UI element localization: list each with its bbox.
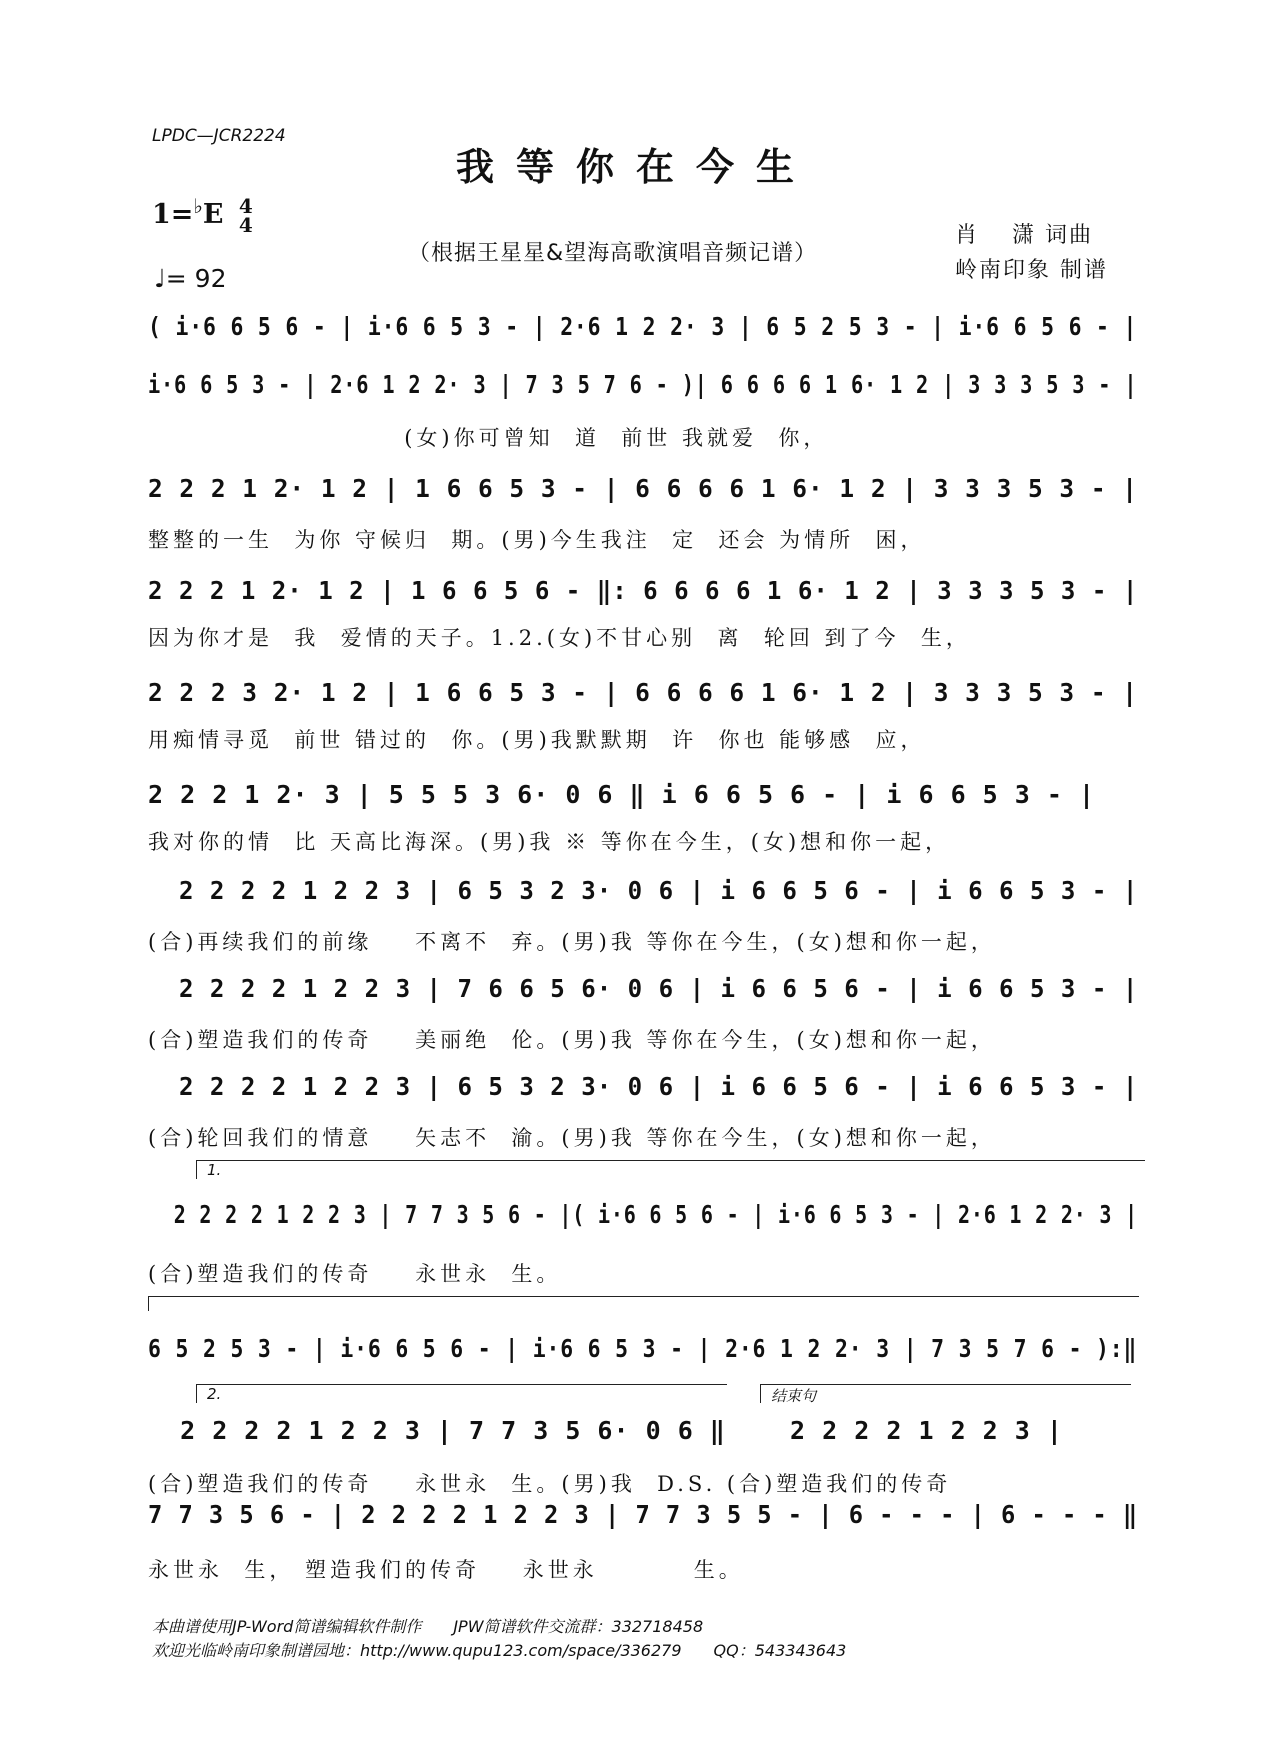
lyrics-line: (合)塑造我们的传奇 永世永 生。(男)我 D.S. (合)塑造我们的传奇	[148, 1472, 952, 1496]
lyrics-line: (合)再续我们的前缘 不离不 弃。(男)我 等你在今生，(女)想和你一起，	[148, 930, 996, 954]
time-denominator: 4	[238, 212, 253, 237]
key-prefix: 1=	[152, 199, 194, 230]
notes-line: 2 2 2 2 1 2 2 3 | 6 5 3 2 3· 0 6 | i 6 6 5 6 - | i 6 6 5 3 - |	[148, 876, 1139, 905]
credit-arranger: 岭南印象 制谱	[955, 258, 1108, 283]
subtitle: （根据王星星&望海高歌演唱音频记谱）	[408, 241, 818, 266]
notes-line: ( i·6 6 5 6 - | i·6 6 5 3 - | 2·6 1 2 2· 3 | 6 5 2 5 3 - | i·6 6 5 6 - |	[148, 312, 1138, 341]
time-numerator: 4	[238, 193, 253, 218]
lyrics-line: (女)你可曾知 道 前世 我就爱 你，	[148, 426, 829, 450]
lyrics-line: 用痴情寻觅 前世 错过的 你。(男)我默默期 许 你也 能够感 应，	[148, 728, 926, 752]
volta-bracket-2: 2.	[196, 1384, 727, 1403]
notes-line: i·6 6 5 3 - | 2·6 1 2 2· 3 | 7 3 5 7 6 - )| 6 6 6 6 1 6· 1 2 | 3 3 3 5 3 - |	[148, 370, 1138, 399]
notes-line: 2 2 2 1 2· 1 2 | 1 6 6 5 6 - ‖: 6 6 6 6 1 6· 1 2 | 3 3 3 5 3 - |	[148, 576, 1139, 605]
lyrics-line: (合)塑造我们的传奇 美丽绝 伦。(男)我 等你在今生，(女)想和你一起，	[148, 1028, 996, 1052]
credit-lyrics-music: 肖 潇 词曲	[955, 223, 1093, 248]
notes-line: 6 5 2 5 3 - | i·6 6 5 6 - | i·6 6 5 3 - | 2·6 1 2 2· 3 | 7 3 5 7 6 - ):‖	[148, 1334, 1138, 1363]
notes-line: 7 7 3 5 6 - | 2 2 2 2 1 2 2 3 | 7 7 3 5 5 - | 6 - - - | 6 - - - ‖	[148, 1500, 1139, 1529]
lyrics-line: 永世永 生， 塑造我们的传奇 永世永 生。	[148, 1558, 744, 1582]
notes-line: 2 2 2 3 2· 1 2 | 1 6 6 5 3 - | 6 6 6 6 1 6· 1 2 | 3 3 3 5 3 - |	[148, 678, 1138, 707]
lyrics-line: 我对你的情 比 天高比海深。(男)我 ※ 等你在今生，(女)想和你一起，	[148, 830, 951, 854]
notes-line: 2 2 2 1 2· 3 | 5 5 5 3 6· 0 6 ‖ i 6 6 5 6 - | i 6 6 5 3 - |	[148, 780, 1096, 809]
time-signature	[238, 193, 253, 237]
notes-line: 2 2 2 2 1 2 2 3 | 6 5 3 2 3· 0 6 | i 6 6 5 6 - | i 6 6 5 3 - |	[148, 1072, 1139, 1101]
footer-line-2: 欢迎光临岭南印象制谱园地：http://www.qupu123.com/space/336279 QQ：543343643	[152, 1641, 847, 1660]
lyrics-line: 因为你才是 我 爱情的天子。1.2.(女)不甘心别 离 轮回 到了今 生，	[148, 626, 971, 650]
volta-bracket-1: 1.	[196, 1160, 1145, 1179]
key-signature	[152, 194, 253, 235]
lyrics-line: (合)塑造我们的传奇 永世永 生。	[148, 1262, 562, 1286]
page-title: 我等你在今生	[455, 144, 816, 189]
key-letter: E	[202, 199, 224, 230]
lyrics-line: 整整的一生 为你 守候归 期。(男)今生我注 定 还会 为情所 困，	[148, 528, 926, 552]
repeat-bracket	[148, 1296, 1139, 1311]
notes-line: 2 2 2 2 1 2 2 3 | 7 6 6 5 6· 0 6 | i 6 6 5 6 - | i 6 6 5 3 - |	[148, 974, 1139, 1003]
flat-sign: ♭	[193, 194, 203, 218]
notes-line: 2 2 2 2 1 2 2 3 | 7 7 3 5 6 - |( i·6 6 5 6 - | i·6 6 5 3 - | 2·6 1 2 2· 3 |	[148, 1200, 1138, 1229]
score-code: LPDC—JCR2224	[152, 126, 286, 146]
tempo-marking: ♩= 92	[154, 264, 227, 293]
ending-bracket: 结束句	[760, 1384, 1131, 1403]
notes-line: 2 2 2 2 1 2 2 3 | 7 7 3 5 6· 0 6 ‖ 2 2 2 2 1 2 2 3 |	[148, 1416, 1063, 1445]
footer-line-1: 本曲谱使用JP-Word简谱编辑软件制作 JPW简谱软件交流群：332718458	[152, 1617, 704, 1636]
lyrics-line: (合)轮回我们的情意 矢志不 渝。(男)我 等你在今生，(女)想和你一起，	[148, 1126, 996, 1150]
notes-line: 2 2 2 1 2· 1 2 | 1 6 6 5 3 - | 6 6 6 6 1 6· 1 2 | 3 3 3 5 3 - |	[148, 474, 1138, 503]
